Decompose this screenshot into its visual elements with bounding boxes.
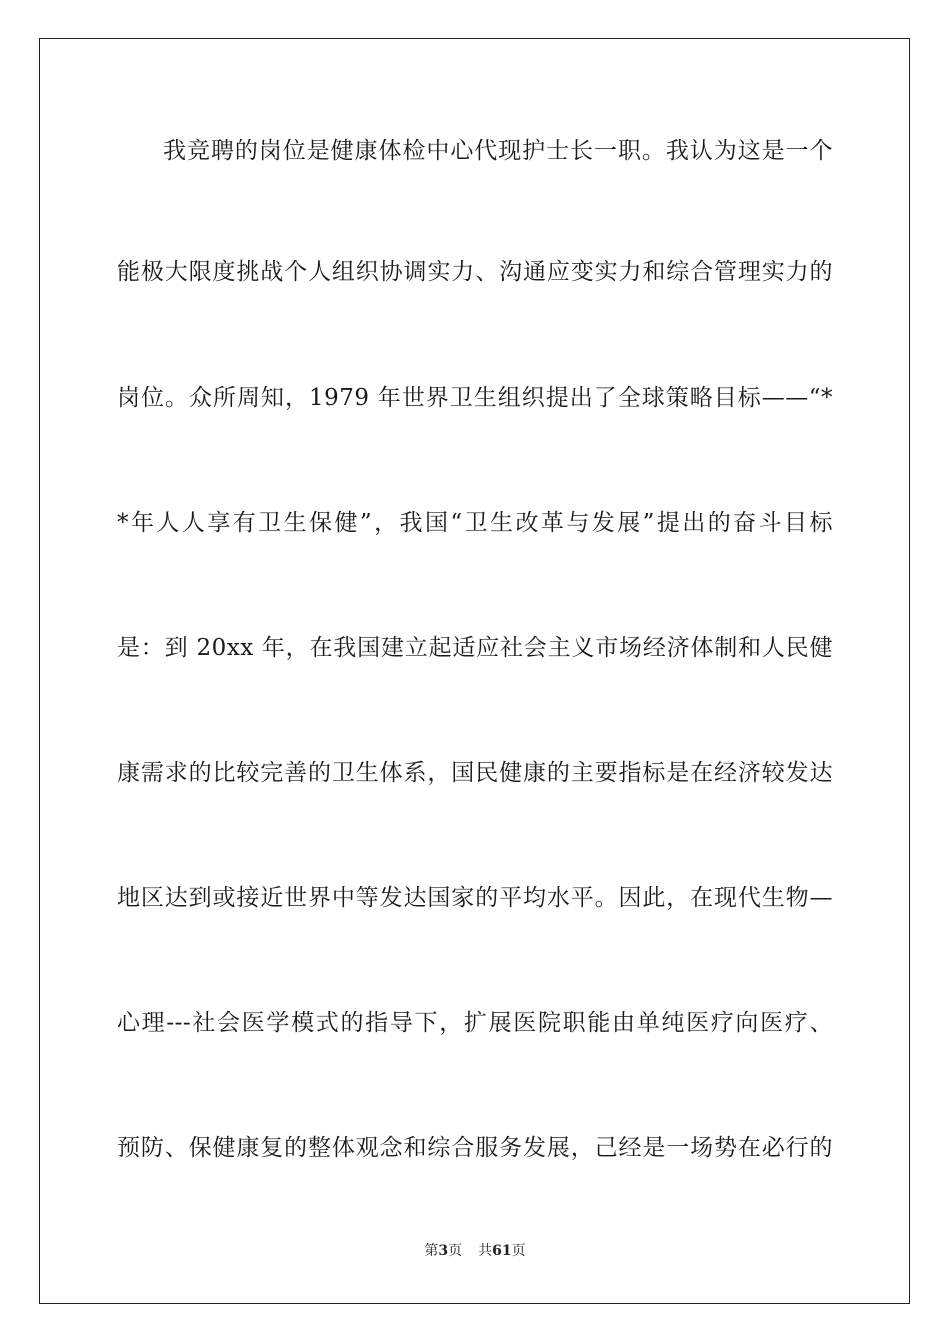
- paragraph-line-7: 地区达到或接近世界中等发达国家的平均水平。因此，在现代生物—: [117, 885, 833, 911]
- page-prefix: 第: [424, 1243, 439, 1259]
- page-border: [39, 38, 910, 1304]
- paragraph-line-4: *年人人享有卫生保健”，我国“卫生改革与发展”提出的奋斗目标: [117, 510, 833, 536]
- paragraph-line-5: 是：到 20xx 年，在我国建立起适应社会主义市场经济体制和人民健: [117, 635, 833, 661]
- total-pages: 61: [492, 1243, 512, 1259]
- paragraph-line-8: 心理---社会医学模式的指导下，扩展医院职能由单纯医疗向医疗、: [117, 1010, 833, 1036]
- paragraph-line-6: 康需求的比较完善的卫生体系，国民健康的主要指标是在经济较发达: [117, 760, 833, 786]
- paragraph-line-9: 预防、保健康复的整体观念和综合服务发展，己经是一场势在必行的: [117, 1135, 833, 1161]
- paragraph-line-1: 我竞聘的岗位是健康体检中心代现护士长一职。我认为这是一个: [163, 138, 833, 164]
- page-footer: [0, 1242, 950, 1260]
- total-suffix: 页: [511, 1243, 526, 1259]
- paragraph-line-3: 岗位。众所周知，1979 年世界卫生组织提出了全球策略目标——“*: [117, 385, 833, 411]
- paragraph-line-2: 能极大限度挑战个人组织协调实力、沟通应变实力和综合管理实力的: [117, 259, 833, 285]
- page-suffix: 页: [448, 1243, 463, 1259]
- total-prefix: 共: [478, 1243, 493, 1259]
- page-number: 3: [438, 1243, 449, 1259]
